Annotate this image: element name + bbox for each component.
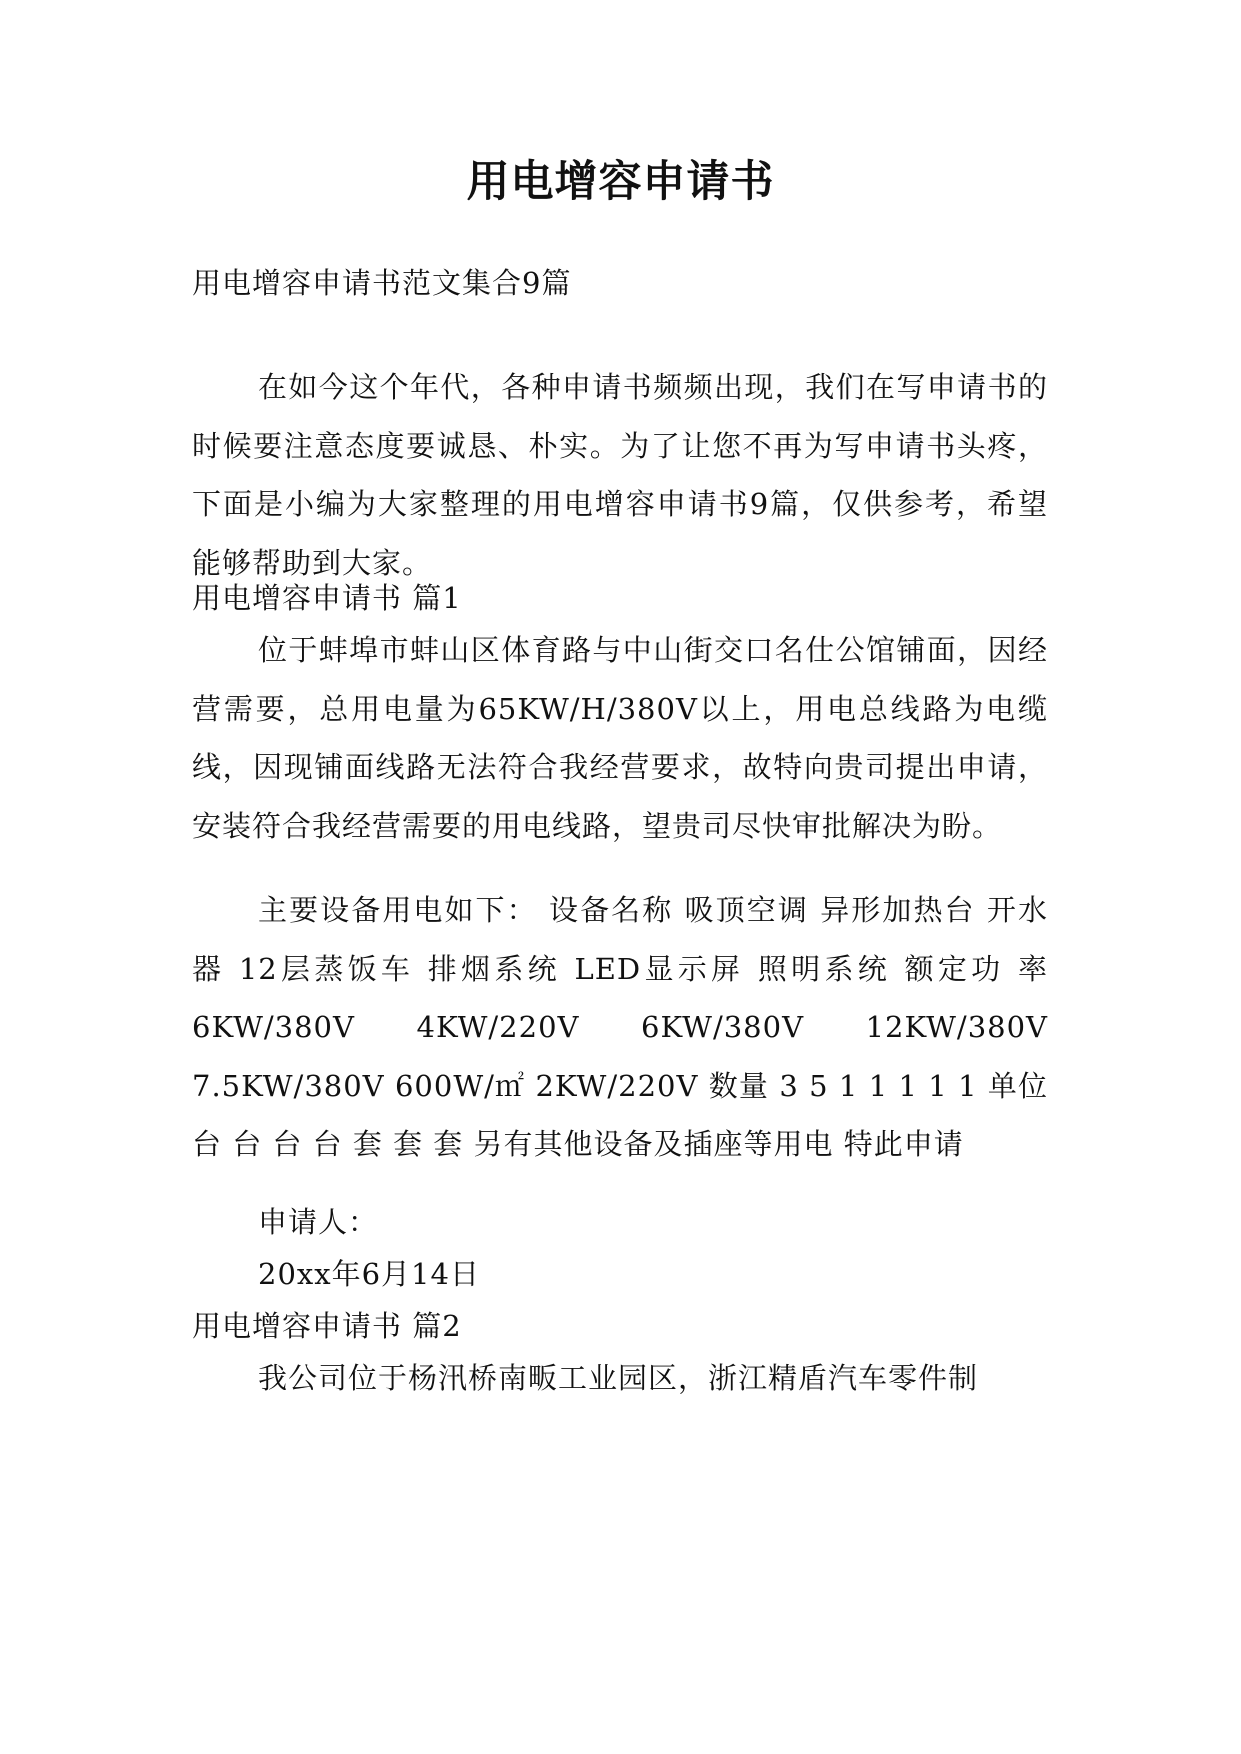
section-1-paragraph-1: 位于蚌埠市蚌山区体育路与中山街交口名仕公馆铺面，因经营需要，总用电量为65KW/H/380V以上，用电总线路为电缆线，因现铺面线路无法符合我经营要求，故特向贵司提出申请，安装符合我经营需要的用电线路，望贵司尽快审批解决为盼。 bbox=[192, 633, 1048, 843]
application-date: 20xx年6月14日 bbox=[258, 1257, 480, 1291]
applicant-label: 申请人： bbox=[258, 1205, 379, 1239]
section-1-equipment-paragraph: 主要设备用电如下： 设备名称 吸顶空调 异形加热台 开水器 12层蒸饭车 排烟系统 LED显示屏 照明系统 额定功 率 6KW/380V 4KW/220V 6KW/380V 12KW/380V 7.5KW/380V 600W/㎡ 2KW/220V 数量 3 5 1 1 1 1 1 单位 台 台 台 台 套 套 套 另有其他设备及插座等用电 特此申请 bbox=[192, 893, 1048, 1161]
section-2-paragraph-1: 我公司位于杨汛桥南畈工业园区，浙江精盾汽车零件制 bbox=[258, 1361, 979, 1395]
section-heading-1: 用电增容申请书 篇1 bbox=[192, 581, 462, 615]
section-heading-2: 用电增容申请书 篇2 bbox=[192, 1309, 462, 1343]
document-title: 用电增容申请书 bbox=[466, 157, 775, 207]
intro-paragraph: 在如今这个年代，各种申请书频频出现，我们在写申请书的时候要注意态度要诚恳、朴实。为了让您不再为写申请书头疼，下面是小编为大家整理的用电增容申请书9篇，仅供参考，希望能够帮助到大家。 bbox=[192, 370, 1048, 580]
document-subtitle: 用电增容申请书范文集合9篇 bbox=[192, 266, 572, 300]
